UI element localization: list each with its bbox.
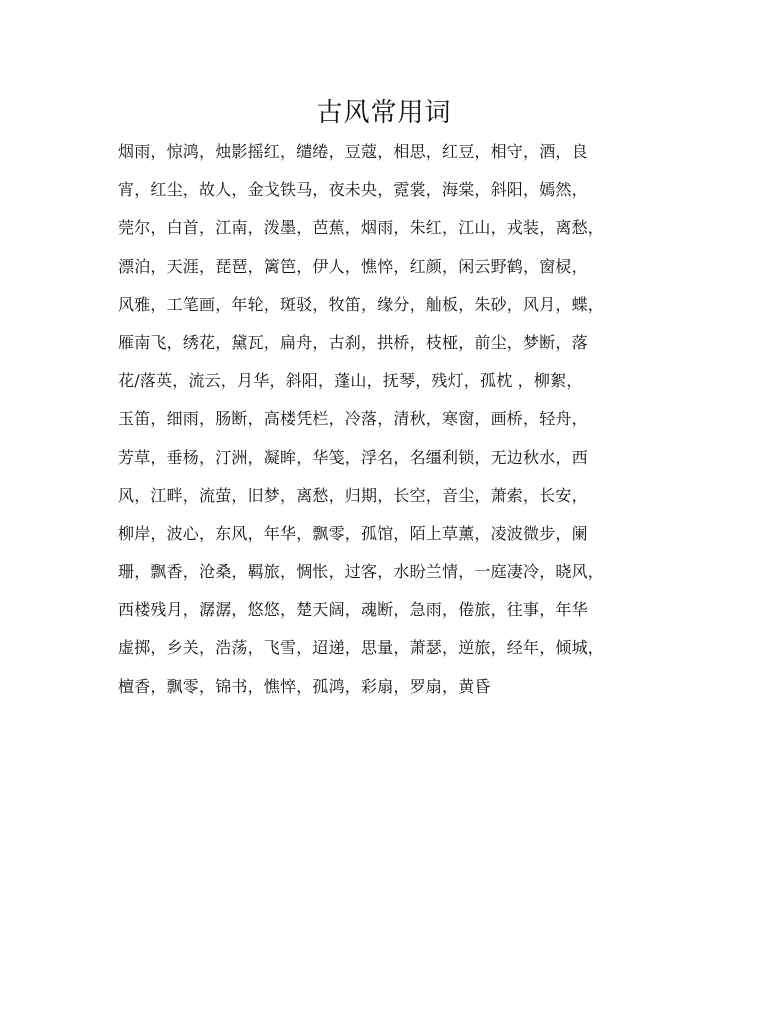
text-line: 花/落英，流云，月华，斜阳，蓬山，抚琴，残灯，孤枕 ，柳絮，	[118, 371, 583, 391]
text-line: 檀香，飘零，锦书，憔悴，孤鸿，彩扇，罗扇，黄昏	[118, 676, 491, 696]
text-line: 风，江畔，流萤，旧梦，离愁，归期，长空，音尘，萧索，长安，	[118, 485, 588, 505]
text-line: 宵，红尘，故人，金戈铁马，夜未央，霓裳，海棠，斜阳，嫣然，	[118, 180, 588, 200]
text-line: 玉笛，细雨，肠断，高楼凭栏，冷落，清秋，寒窗，画桥，轻舟，	[118, 409, 588, 429]
text-line: 西楼残月，潺潺，悠悠，楚天阔，魂断，急雨，倦旅，往事，年华	[118, 600, 588, 620]
word-list	[118, 138, 663, 711]
text-line: 雁南飞，绣花，黛瓦，扁舟，古刹，拱桥，枝桠，前尘，梦断，落	[118, 332, 588, 352]
text-line: 芳草，垂杨，汀洲，凝眸，华笺，浮名，名缰利锁，无边秋水，西	[118, 447, 588, 467]
text-line: 漂泊，天涯，琵琶，篱笆，伊人，憔悴，红颜，闲云野鹤，窗棂，	[118, 256, 588, 276]
text-line: 莞尔，白首，江南，泼墨，芭蕉，烟雨，朱红，江山，戎装，离愁，	[118, 218, 605, 238]
text-line: 虚掷，乡关，浩荡，飞雪，迢递，思量，萧瑟，逆旅，经年，倾城，	[118, 638, 605, 658]
text-line: 烟雨，惊鸿，烛影摇红，缱绻，豆蔻，相思，红豆，相守，酒，良	[118, 142, 588, 161]
text-line: 珊，飘香，沧桑，羁旅，惆怅，过客，水盼兰情，一庭凄冷，晓风，	[118, 562, 605, 582]
page-title: 古风常用词	[316, 98, 452, 128]
text-line: 柳岸，波心，东风，年华，飘零，孤馆，陌上草薰，凌波微步，阑	[118, 523, 588, 543]
text-line: 风雅，工笔画，年轮，斑驳，牧笛，缘分，舢板，朱砂，风月，蝶，	[118, 294, 605, 314]
